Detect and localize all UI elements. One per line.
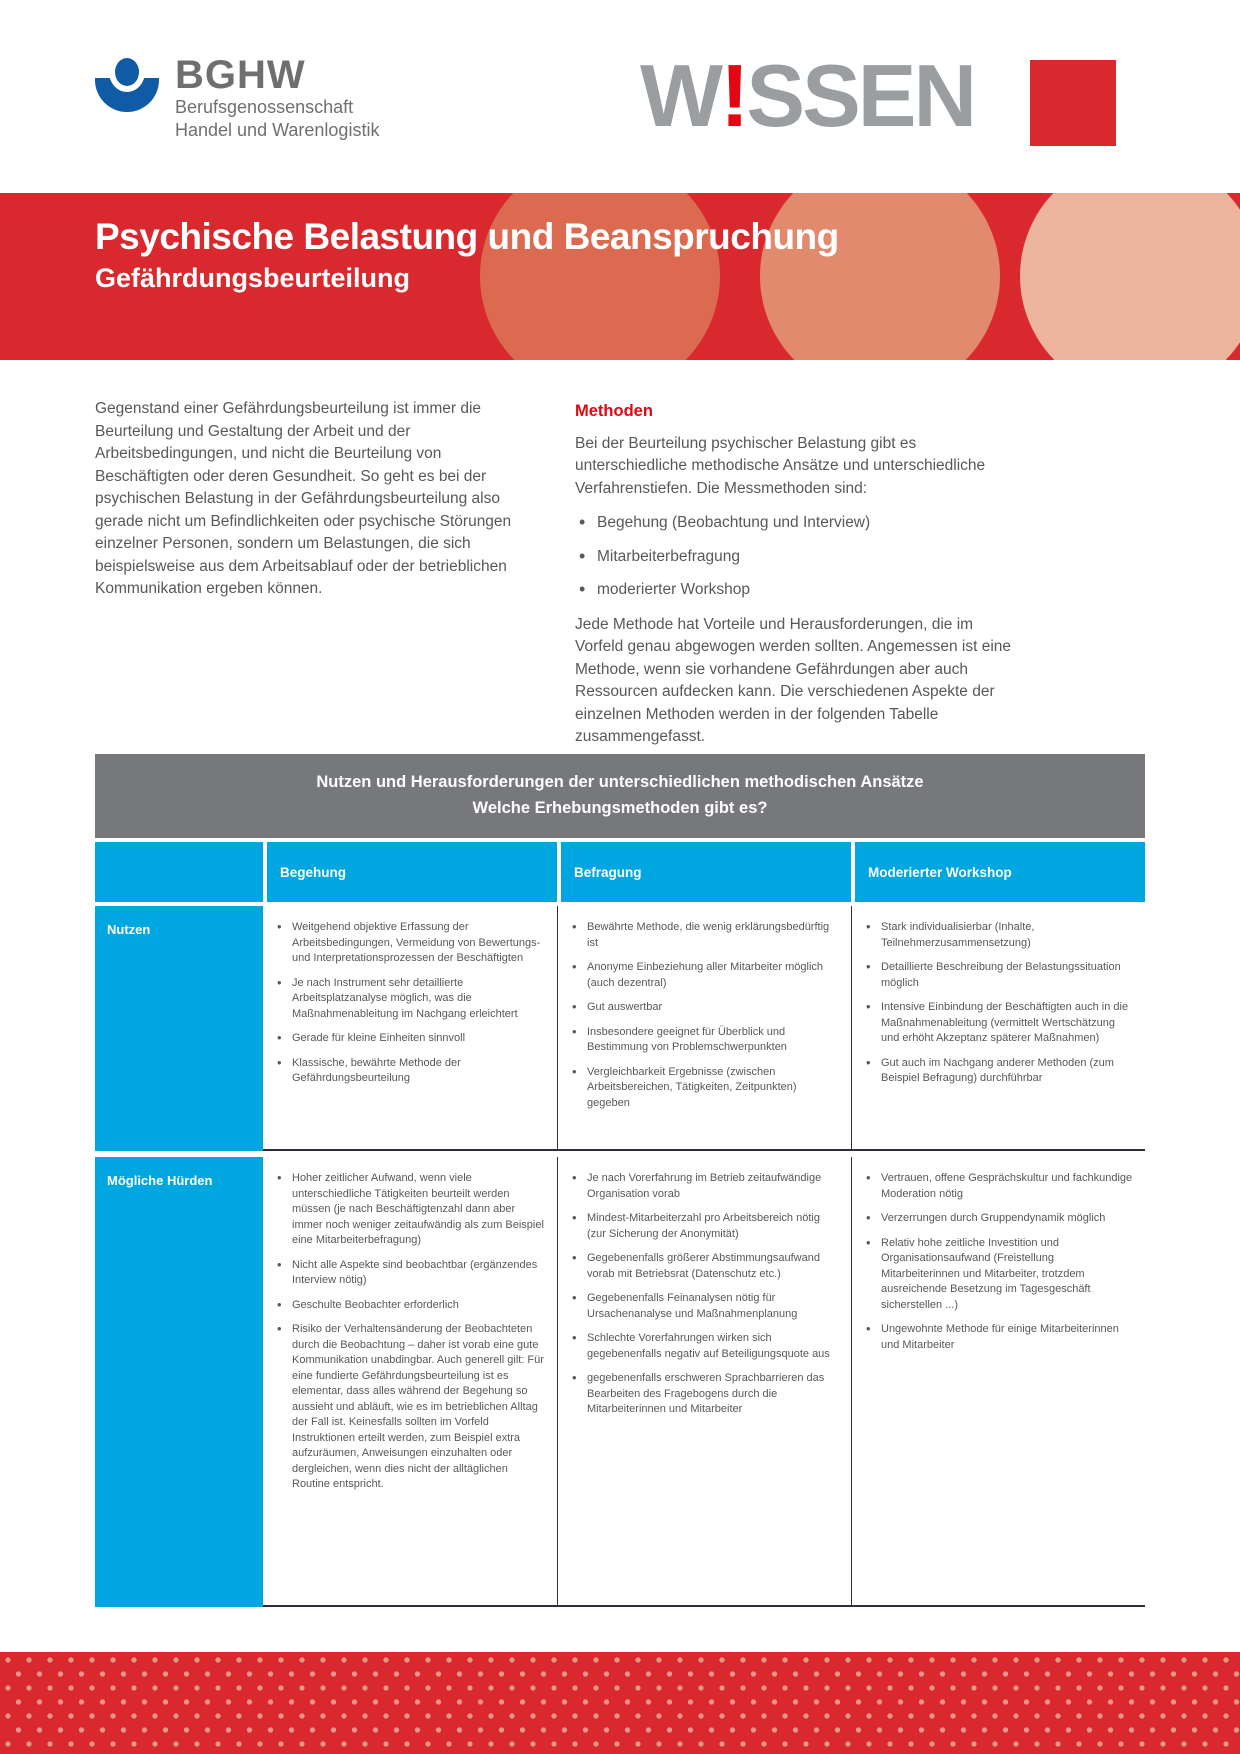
bullet-item: • Vergleichbarkeit Ergebnisse (zwischen Arbeitsbereichen, Tätigkeiten, Zeitpunkten) gegeben — [570, 1065, 841, 1112]
bullet-item: • Je nach Instrument sehr detaillierte Arbeitsplatzanalyse möglich, was die Maßnahmenableitung im Nachgang erleichtert — [275, 976, 547, 1023]
cell-nutzen-begehung — [263, 906, 557, 1151]
bullet-item: • Vertrauen, offene Gesprächskultur und fachkundige Moderation nötig — [864, 1171, 1135, 1202]
bullet-item: • moderierter Workshop — [575, 579, 1017, 602]
cell-huerden-befragung — [557, 1157, 851, 1607]
bullet-list — [275, 920, 547, 1087]
bullet-list — [570, 1171, 841, 1418]
bullet-item: • Hoher zeitlicher Aufwand, wenn viele unterschiedliche Tätigkeiten beurteilt werden müssen (je nach Beschäftigtenzahl dann aber immer noch weniger zeitaufwändig als zum Beispiel eine Mitarbeiterbefragung) — [275, 1171, 547, 1249]
page-subtitle: Gefährdungsbeurteilung — [95, 263, 411, 293]
bullet-item: • Anonyme Einbeziehung aller Mitarbeiter möglich (auch dezentral) — [570, 960, 841, 991]
bullet-item: • Verzerrungen durch Gruppendynamik möglich — [864, 1211, 1135, 1227]
wissen-wordmark — [640, 46, 974, 146]
title-banner — [0, 193, 1240, 360]
top-bar — [0, 0, 1240, 193]
bghw-logo — [95, 50, 379, 142]
bullet-item: • Stark individualisierbar (Inhalte, Teilnehmerzusammensetzung) — [864, 920, 1135, 951]
methods-intro-paragraph: Bei der Beurteilung psychischer Belastung gibt es unterschiedliche methodische Ansätze und unterschiedliche Verfahrenstiefen. Die Messmethoden sind: — [575, 434, 986, 497]
red-square-decoration — [1030, 60, 1116, 146]
bullet-item: • gegebenenfalls erschweren Sprachbarrieren das Bearbeiten des Fragebogens durch die Mitarbeiterinnen und Mitarbeiter — [570, 1371, 841, 1418]
bullet-item: • Intensive Einbindung der Beschäftigten auch in die Maßnahmenableitung (vermittelt Wertschätzung und erhöht Akzeptanz späterer Maßnahmen) — [864, 1000, 1135, 1047]
logo-head-shape — [115, 58, 139, 86]
banner-circle-decoration — [1020, 193, 1240, 360]
logo-name: BGHW — [175, 53, 306, 97]
bullet-item: • Begehung (Beobachtung und Interview) — [575, 512, 1017, 535]
methods-column — [575, 398, 1017, 749]
bullet-item: • Schlechte Vorerfahrungen wirken sich gegebenenfalls negativ auf Beteiligungsquote aus — [570, 1331, 841, 1362]
bullet-item: • Weitgehend objektive Erfassung der Arbeitsbedingungen, Vermeidung von Bewertungs- und Interpretationsprozessen der Beschäftigten — [275, 920, 547, 967]
cell-huerden-begehung — [263, 1157, 557, 1607]
methods-outro-paragraph: Jede Methode hat Vorteile und Herausforderungen, die im Vorfeld genau abgewogen werden sollten. Angemessen ist eine Methode, wenn sie vorhandene Gefährdungen aber auch Ressourcen aufdecken kann. Die verschiedenen Aspekte der einzelnen Methoden werden in der folgenden Tabelle zusammengefasst. — [575, 615, 1012, 745]
intro-column — [95, 398, 535, 601]
bullet-item: • Ungewohnte Methode für einige Mitarbeiterinnen und Mitarbeiter — [864, 1322, 1135, 1353]
cell-nutzen-workshop — [851, 906, 1145, 1151]
bullet-item: • Geschulte Beobachter erforderlich — [275, 1298, 547, 1314]
column-header-empty — [95, 842, 263, 902]
bullet-item: • Gegebenenfalls Feinanalysen nötig für Ursachenanalyse und Maßnahmenplanung — [570, 1291, 841, 1322]
table-header-row — [95, 842, 1145, 902]
logo-subtitle-line2: Handel und Warenlogistik — [175, 120, 380, 140]
table-title-line1: Nutzen und Herausforderungen der unterschiedlichen methodischen Ansätze — [316, 773, 924, 791]
bullet-list — [275, 1171, 547, 1493]
wissen-exclamation: ! — [720, 46, 747, 145]
person-in-halfcircle-icon — [95, 50, 161, 128]
logo-text-block — [175, 50, 379, 142]
table-row-huerden — [95, 1157, 1145, 1607]
column-header-workshop: Moderierter Workshop — [855, 842, 1145, 902]
column-header-begehung: Begehung — [267, 842, 557, 902]
cell-nutzen-befragung — [557, 906, 851, 1151]
wissen-rest: SSEN — [746, 46, 975, 145]
bullet-item: • Je nach Vorerfahrung im Betrieb zeitaufwändige Organisation vorab — [570, 1171, 841, 1202]
bullet-item: • Mitarbeiterbefragung — [575, 546, 1017, 569]
bullet-list — [864, 1171, 1135, 1353]
column-header-befragung: Befragung — [561, 842, 851, 902]
bullet-item: • Relativ hohe zeitliche Investition und Organisationsaufwand (Freistellung Mitarbeiterinnen und Mitarbeiter, trotzdem ausreichende Besetzung im Tagesgeschäft sicherstellen ...) — [864, 1236, 1135, 1314]
bullet-item: • Gerade für kleine Einheiten sinnvoll — [275, 1031, 547, 1047]
row-label-huerden: Mögliche Hürden — [95, 1157, 263, 1607]
logo-subtitle-line1: Berufsgenossenschaft — [175, 97, 354, 117]
bullet-item: • Gegebenenfalls größerer Abstimmungsaufwand vorab mit Betriebsrat (Datenschutz etc.) — [570, 1251, 841, 1282]
banner-text-block — [95, 215, 839, 294]
bullet-item: • Risiko der Verhaltensänderung der Beobachteten durch die Beobachtung – daher ist vorab eine gute Kommunikation unabdingbar. Auch generell gilt: Für eine fundierte Gefährdungsbeurteilung ist es elementar, dass alles während der Begehung so aussieht und abläuft, wie es im betrieblichen Alltag der Fall ist. Keinesfalls sollten im Vorfeld Instruktionen erteilt werden, zum Beispiel extra aufzuräumen, Anweisungen einzuhalten oder dergleichen, wenn dies nicht der alltäglichen Routine entspricht. — [275, 1322, 547, 1493]
table-title-line2: Welche Erhebungsmethoden gibt es? — [472, 799, 768, 817]
footer-dot-band — [0, 1652, 1240, 1754]
bullet-item: • Klassische, bewährte Methode der Gefährdungsbeurteilung — [275, 1056, 547, 1087]
wissen-w: W — [640, 46, 721, 145]
bullet-item: • Mindest-Mitarbeiterzahl pro Arbeitsbereich nötig (zur Sicherung der Anonymität) — [570, 1211, 841, 1242]
bullet-item: • Nicht alle Aspekte sind beobachtbar (ergänzendes Interview nötig) — [275, 1258, 547, 1289]
table-title-bar — [95, 754, 1145, 838]
cell-huerden-workshop — [851, 1157, 1145, 1607]
methods-list — [575, 512, 1017, 602]
methods-comparison-table — [95, 754, 1145, 1607]
bullet-item: • Detaillierte Beschreibung der Belastungssituation möglich — [864, 960, 1135, 991]
bullet-item: • Gut auch im Nachgang anderer Methoden (zum Beispiel Befragung) durchführbar — [864, 1056, 1135, 1087]
bullet-item: • Insbesondere geeignet für Überblick und Bestimmung von Problemschwerpunkten — [570, 1025, 841, 1056]
row-label-nutzen: Nutzen — [95, 906, 263, 1151]
table-row-nutzen — [95, 906, 1145, 1151]
bullet-item: • Gut auswertbar — [570, 1000, 841, 1016]
bullet-item: • Bewährte Methode, die wenig erklärungsbedürftig ist — [570, 920, 841, 951]
bullet-list — [864, 920, 1135, 1087]
methods-heading: Methoden — [575, 402, 653, 420]
bullet-list — [570, 920, 841, 1111]
page-title: Psychische Belastung und Beanspruchung — [95, 216, 839, 257]
intro-paragraph: Gegenstand einer Gefährdungsbeurteilung ist immer die Beurteilung und Gestaltung der Arbeit und der Arbeitsbedingungen, und nicht die Beurteilung von Beschäftigten oder deren Gesundheit. So geht es bei der psychischen Belastung in der Gefährdungsbeurteilung also gerade nicht um Befindlichkeiten oder psychische Störungen einzelner Personen, sondern um Belastungen, die sich beispielsweise aus dem Arbeitsablauf oder der betrieblichen Kommunikation ergeben können. — [95, 400, 512, 597]
